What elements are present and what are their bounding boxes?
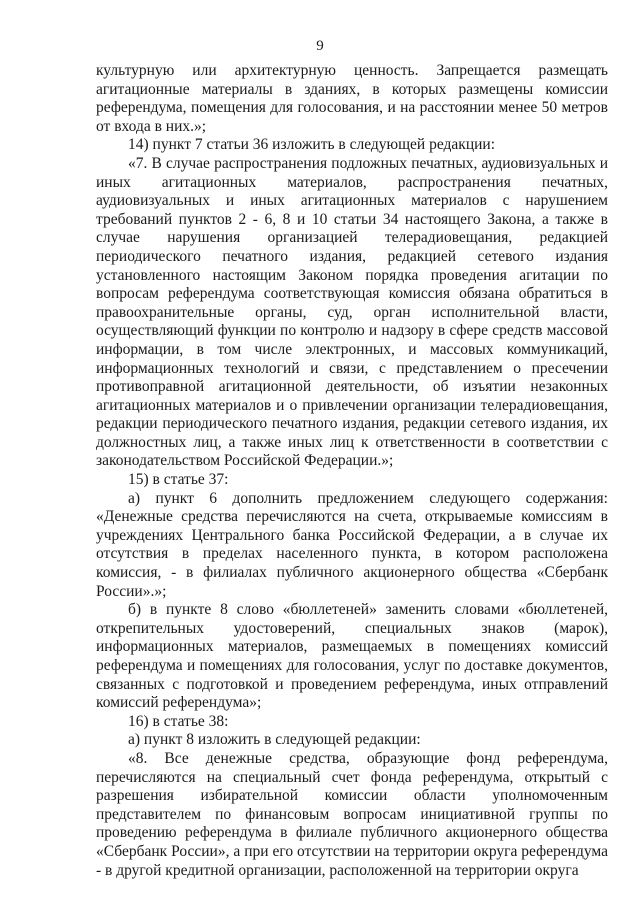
paragraph: «7. В случае распространения подложных печатных, аудиовизуальных и иных агитационных материалов, распространения печатных, аудиовизуальных и иных агитационных материалов с нарушением требований пунктов 2 - 6, 8 и 10 статьи 34 настоящего Закона, а также в случае нарушения организацией телерадиовещания, редакцией периодического печатного издания, редакцией сетевого издания установленного настоящим Законом порядка проведения агитации по вопросам референдума соответствующая комиссия обязана обратиться в правоохранительные органы, суд, орган исполнительной власти, осуществляющий функции по контролю и надзору в сфере средств массовой информации, в том числе электронных, и массовых коммуникаций, информационных технологий и связи, с представлением о пресечении противоправной агитационной деятельности, об изъятии незаконных агитационных материалов и о привлечении организации телерадиовещания, редакции периодического печатного издания, редакции сетевого издания, их должностных лиц, а также иных лиц к ответственности в соответствии с законодательством Российской Федерации.»; [96, 154, 608, 470]
page-number: 9 [316, 38, 324, 54]
paragraph: 16) в статье 38: [128, 712, 229, 730]
paragraph: б) в пункте 8 слово «бюллетеней» заменить словами «бюллетеней, открепительных удостоверений, специальных знаков (марок), информационных материалов, размещаемых в помещениях комиссий референдума и помещениях для голосования, услуг по доставке документов, связанных с подготовкой и проведением референдума, иных отправлений комиссий референдума»; [96, 601, 608, 712]
paragraph: 15) в статье 37: [128, 471, 229, 489]
paragraph: а) пункт 8 изложить в следующей редакции: [128, 731, 421, 749]
document-body [96, 62, 608, 880]
paragraph: 14) пункт 7 статьи 36 изложить в следующей редакции: [128, 136, 496, 154]
paragraph: «8. Все денежные средства, образующие фонд референдума, перечисляются на специальный счет фонда референдума, открытый с разрешения избирательной комиссии области уполномоченным представителем по финансовым вопросам инициативной группы по проведению референдума в филиале публичного акционерного общества «Сбербанк России», а при его отсутствии на территории округа референдума - в другой кредитной организации, расположенной на территории округа [96, 749, 608, 879]
paragraph: культурную или архитектурную ценность. Запрещается размещать агитационные материалы в зданиях, в которых размещены комиссии референдума, помещения для голосования, и на расстоянии менее 50 метров от входа в них.»; [96, 62, 608, 135]
paragraph: а) пункт 6 дополнить предложением следующего содержания: «Денежные средства перечисляются на счета, открываемые комиссиям в учреждениях Центрального банка Российской Федерации, а в случае их отсутствия в пределах населенного пункта, в котором расположена комиссия, - в филиалах публичного акционерного общества «Сбербанк России».»; [96, 489, 608, 600]
